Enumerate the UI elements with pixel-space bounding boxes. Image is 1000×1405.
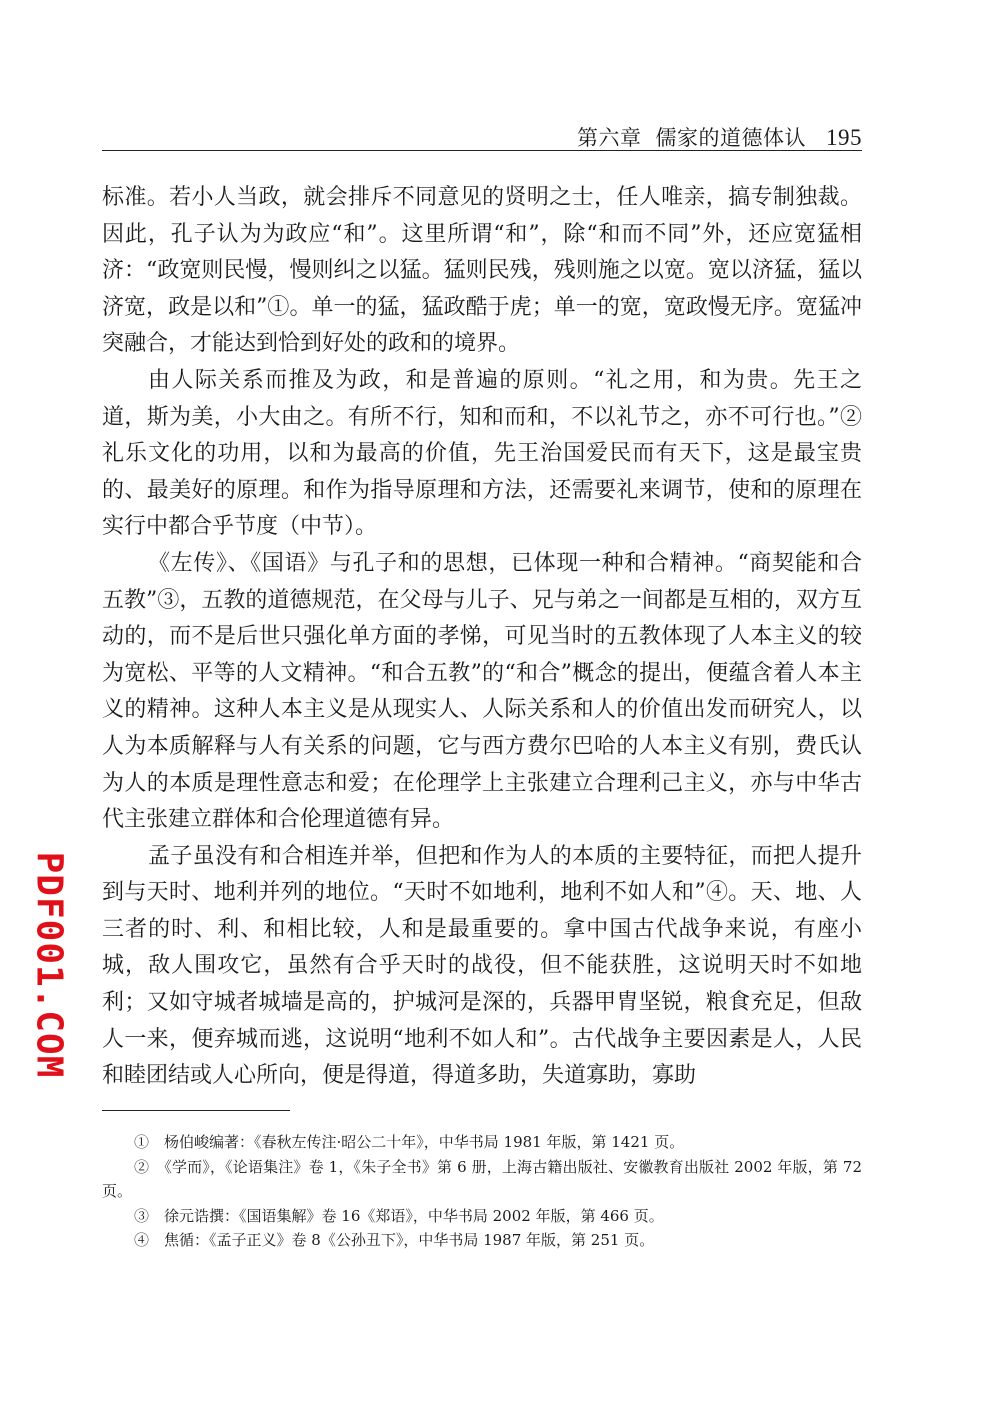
header-title: 儒家的道德体认 <box>655 126 806 150</box>
running-header <box>102 118 862 152</box>
page-number: 195 <box>826 125 862 150</box>
footnotes <box>102 1130 862 1253</box>
header-chapter: 第六章 <box>577 126 642 150</box>
paragraph-1: 标准。若小人当政，就会排斥不同意见的贤明之士，任人唯亲，搞专制独裁。因此，孔子认为为政应“和”。这里所谓“和”，除“和而不同”外，还应宽猛相济：“政宽则民慢，慢则纠之以猛。猛则民残，残则施之以宽。宽以济猛，猛以济宽，政是以和”①。单一的猛，猛政酷于虎；单一的宽，宽政慢无序。宽猛冲突融合，才能达到恰到好处的政和的境界。 <box>102 185 862 357</box>
footnote-2: ② 《学而》，《论语集注》卷 1，《朱子全书》第 6 册，上海古籍出版社、安徽教育出版社 2002 年版，第 72 页。 <box>102 1157 862 1200</box>
footnote-rule <box>102 1110 290 1111</box>
body-text <box>102 180 862 1095</box>
footnote-4: ④ 焦循：《孟子正义》卷 8《公孙丑下》，中华书局 1987 年版，第 251 页。 <box>134 1231 655 1249</box>
watermark-text: PDF001.COM <box>28 851 70 1079</box>
header-rule <box>102 150 862 151</box>
paragraph-4: 孟子虽没有和合相连并举，但把和作为人的本质的主要特征，而把人提升到与天时、地利并列的地位。“天时不如地利，地利不如人和”④。天、地、人三者的时、利、和相比较，人和是最重要的。拿中国古代战争来说，有座小城，敌人围攻它，虽然有合乎天时的战役，但不能获胜，这说明天时不如地利；又如守城者城墙是高的，护城河是深的，兵器甲胄坚锐，粮食充足，但敌人一来，便弃城而逃，这说明“地利不如人和”。古代战争主要因素是人，人民和睦团结或人心所向，便是得道，得道多助，失道寡助，寡助 <box>102 843 862 1089</box>
watermark <box>28 840 70 1090</box>
footnote-3: ③ 徐元诰撰：《国语集解》卷 16《郑语》，中华书局 2002 年版，第 466 页。 <box>134 1206 664 1225</box>
paragraph-3: 《左传》、《国语》与孔子和的思想，已体现一种和合精神。“商契能和合五教”③，五教的道德规范，在父母与儿子、兄与弟之一间都是互相的，双方互动的，而不是后世只强化单方面的孝悌，可见当时的五教体现了人本主义的较为宽松、平等的人文精神。“和合五教”的“和合”概念的提出，便蕴含着人本主义的精神。这种人本主义是从现实人、人际关系和人的价值出发而研究人，以人为本质解释与人有关系的问题，它与西方费尔巴哈的人本主义有别，费氏认为人的本质是理性意志和爱；在伦理学上主张建立合理利己主义，亦与中华古代主张建立群体和合伦理道德有异。 <box>102 550 862 833</box>
header-text <box>577 122 862 152</box>
paragraph-2: 由人际关系而推及为政，和是普遍的原则。“礼之用，和为贵。先王之道，斯为美，小大由之。有所不行，知和而和，不以礼节之，亦不可行也。”② 礼乐文化的功用，以和为最高的价值，先王治国爱民而有天下，这是最宝贵的、最美好的原理。和作为指导原理和方法，还需要礼来调节，使和的原理在实行中都合乎节度（中节）。 <box>102 367 862 540</box>
footnote-1: ① 杨伯峻编著：《春秋左传注·昭公二十年》，中华书局 1981 年版，第 1421 页。 <box>134 1133 685 1151</box>
